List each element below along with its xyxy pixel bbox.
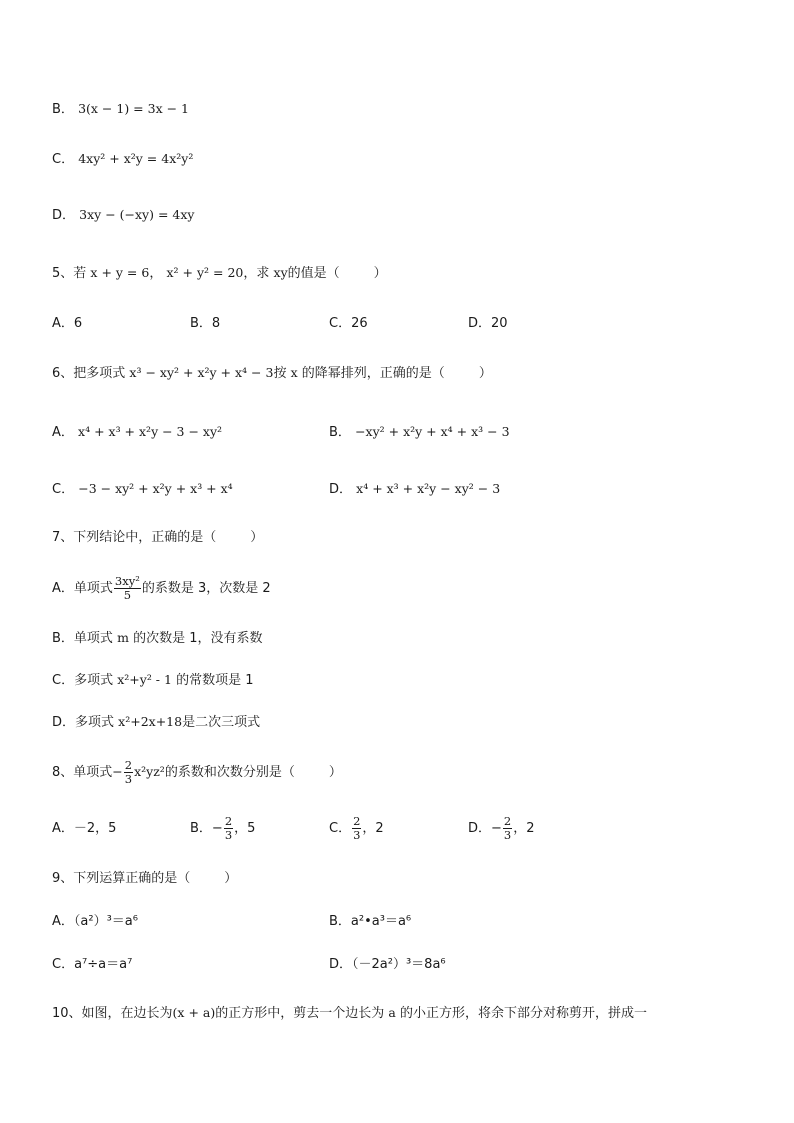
q8-sign: − (112, 764, 123, 779)
q6-expression: x³ − xy² + x²y + x⁴ − 3 (129, 365, 274, 380)
option-math: x⁴ + x³ + x²y − xy² − 3 (356, 481, 501, 496)
q9-text: 9、下列运算正确的是（ (52, 871, 191, 886)
option-tail: ，2 (362, 821, 384, 836)
option-prefix: A．单项式 (52, 581, 113, 596)
option-tail: ，5 (234, 821, 256, 836)
q7-option-c (52, 670, 254, 691)
q5-condition-2: x² + y² = 20 (166, 265, 244, 280)
q9-stem (52, 869, 237, 889)
option-prefix: B．单项式 (52, 631, 113, 646)
q7-option-d (52, 712, 260, 733)
option-math: 3(x − 1) = 3x − 1 (78, 101, 189, 116)
q6-prefix: 6、把多项式 (52, 366, 126, 381)
q10-variable: a (388, 1005, 396, 1020)
q9-option-a: A．（a²）³＝a⁶ (52, 914, 138, 929)
q6-mid: 按 (273, 366, 287, 381)
option-variable: m (117, 630, 129, 645)
q8-option-a: A．－2，5 (52, 821, 117, 836)
q4-option-b (52, 99, 189, 120)
q7-stem (52, 528, 263, 548)
option-math: −xy² + x²y + x⁴ + x³ − 3 (355, 424, 510, 439)
q6-variable: x (290, 365, 298, 380)
fraction-denominator: 3 (124, 772, 133, 786)
q5-ask: ，求 (243, 266, 270, 281)
option-tail: 的常数项是 1 (176, 673, 254, 688)
q6-stem (52, 363, 492, 384)
option-label: B． (52, 102, 74, 117)
q8-stem (52, 757, 342, 787)
q5-stem (52, 263, 387, 284)
q8-option-b (190, 814, 255, 844)
q8-tail: 的系数和次数分别是（ (164, 765, 295, 780)
q8-close: ） (328, 765, 342, 780)
q9-option-b: B．a²•a³＝a⁶ (329, 914, 412, 929)
q4-option-c (52, 149, 193, 170)
option-label: D．− (468, 821, 502, 836)
q5-tail: 的值是（ (287, 266, 340, 281)
fraction-numerator: 2 (124, 758, 133, 772)
option-math: 3xy − (−xy) = 4xy (79, 207, 195, 222)
fraction-denominator: 3 (353, 828, 361, 842)
q9-option-c: C．a⁷÷a＝a⁷ (52, 957, 133, 972)
q5-separator: ， (149, 266, 163, 281)
fraction-numerator: 3xy² (114, 574, 140, 588)
q9-close: ） (224, 871, 238, 886)
option-label: D． (329, 482, 353, 497)
q5-option-a: A．6 (52, 316, 83, 331)
q10-tail: 的小正方形，将余下部分对称剪开，拼成一 (399, 1006, 647, 1021)
fraction-denominator: 5 (123, 588, 132, 602)
q6-option-d (329, 479, 500, 500)
q5-option-b: B．8 (190, 316, 221, 331)
q7-option-a (52, 574, 271, 604)
option-label: C． (52, 152, 75, 167)
option-math: 4xy² + x²y = 4x²y² (78, 151, 194, 166)
option-tail: 的次数是 1，没有系数 (133, 631, 263, 646)
q10-stem (52, 1003, 647, 1024)
fraction-numerator: 2 (353, 814, 361, 828)
q5-option-d: D．20 (468, 316, 508, 331)
option-fraction (352, 815, 361, 842)
fraction-denominator: 3 (224, 828, 233, 842)
q5-option-c: C．26 (329, 316, 368, 331)
fraction-denominator: 3 (503, 828, 512, 842)
q5-number: 5、若 (52, 266, 87, 281)
q6-option-c (52, 479, 233, 500)
option-label: D． (52, 208, 76, 223)
option-tail: 的系数是 3，次数是 2 (141, 581, 271, 596)
q10-mid: 的正方形中，剪去一个边长为 (215, 1006, 385, 1021)
q7-close: ） (250, 530, 264, 545)
q8-fraction (124, 759, 133, 786)
q6-option-a (52, 422, 222, 443)
q5-close: ） (373, 266, 387, 281)
fraction-numerator: 2 (503, 814, 512, 828)
option-math: x²+y² - 1 (117, 672, 172, 687)
option-math: x⁴ + x³ + x²y − 3 − xy² (78, 424, 223, 439)
q8-option-c (329, 814, 384, 844)
option-prefix: D．多项式 (52, 715, 115, 730)
option-tail: 是二次三项式 (182, 715, 261, 730)
option-fraction (503, 815, 512, 842)
fraction-numerator: 2 (224, 814, 233, 828)
q6-close: ） (478, 366, 492, 381)
option-label: C． (52, 482, 75, 497)
option-label: B．− (190, 821, 223, 836)
q8-prefix: 8、单项式 (52, 765, 113, 780)
q6-option-b (329, 422, 510, 443)
q8-monomial: x²yz² (134, 764, 165, 779)
option-math: x²+2x+18 (118, 714, 183, 729)
option-label: A． (52, 425, 74, 440)
option-prefix: C．多项式 (52, 673, 114, 688)
option-label: B． (329, 425, 351, 440)
q4-option-d (52, 205, 194, 226)
q8-option-d (468, 814, 535, 844)
option-math: −3 − xy² + x²y + x³ + x⁴ (78, 481, 233, 496)
option-tail: ，2 (513, 821, 535, 836)
q6-tail: 的降幂排列，正确的是（ (301, 366, 445, 381)
q5-condition-1: x + y = 6 (90, 265, 150, 280)
q7-option-b (52, 628, 262, 649)
q7-text: 7、下列结论中，正确的是（ (52, 530, 217, 545)
option-fraction (224, 815, 233, 842)
q10-prefix: 10、如图，在边长为 (52, 1006, 173, 1021)
q7-fraction (114, 575, 141, 602)
option-label: C． (329, 821, 352, 836)
q10-expression: (x + a) (172, 1005, 216, 1020)
q9-option-d: D．（－2a²）³＝8a⁶ (329, 957, 446, 972)
q5-variable: xy (273, 265, 288, 280)
